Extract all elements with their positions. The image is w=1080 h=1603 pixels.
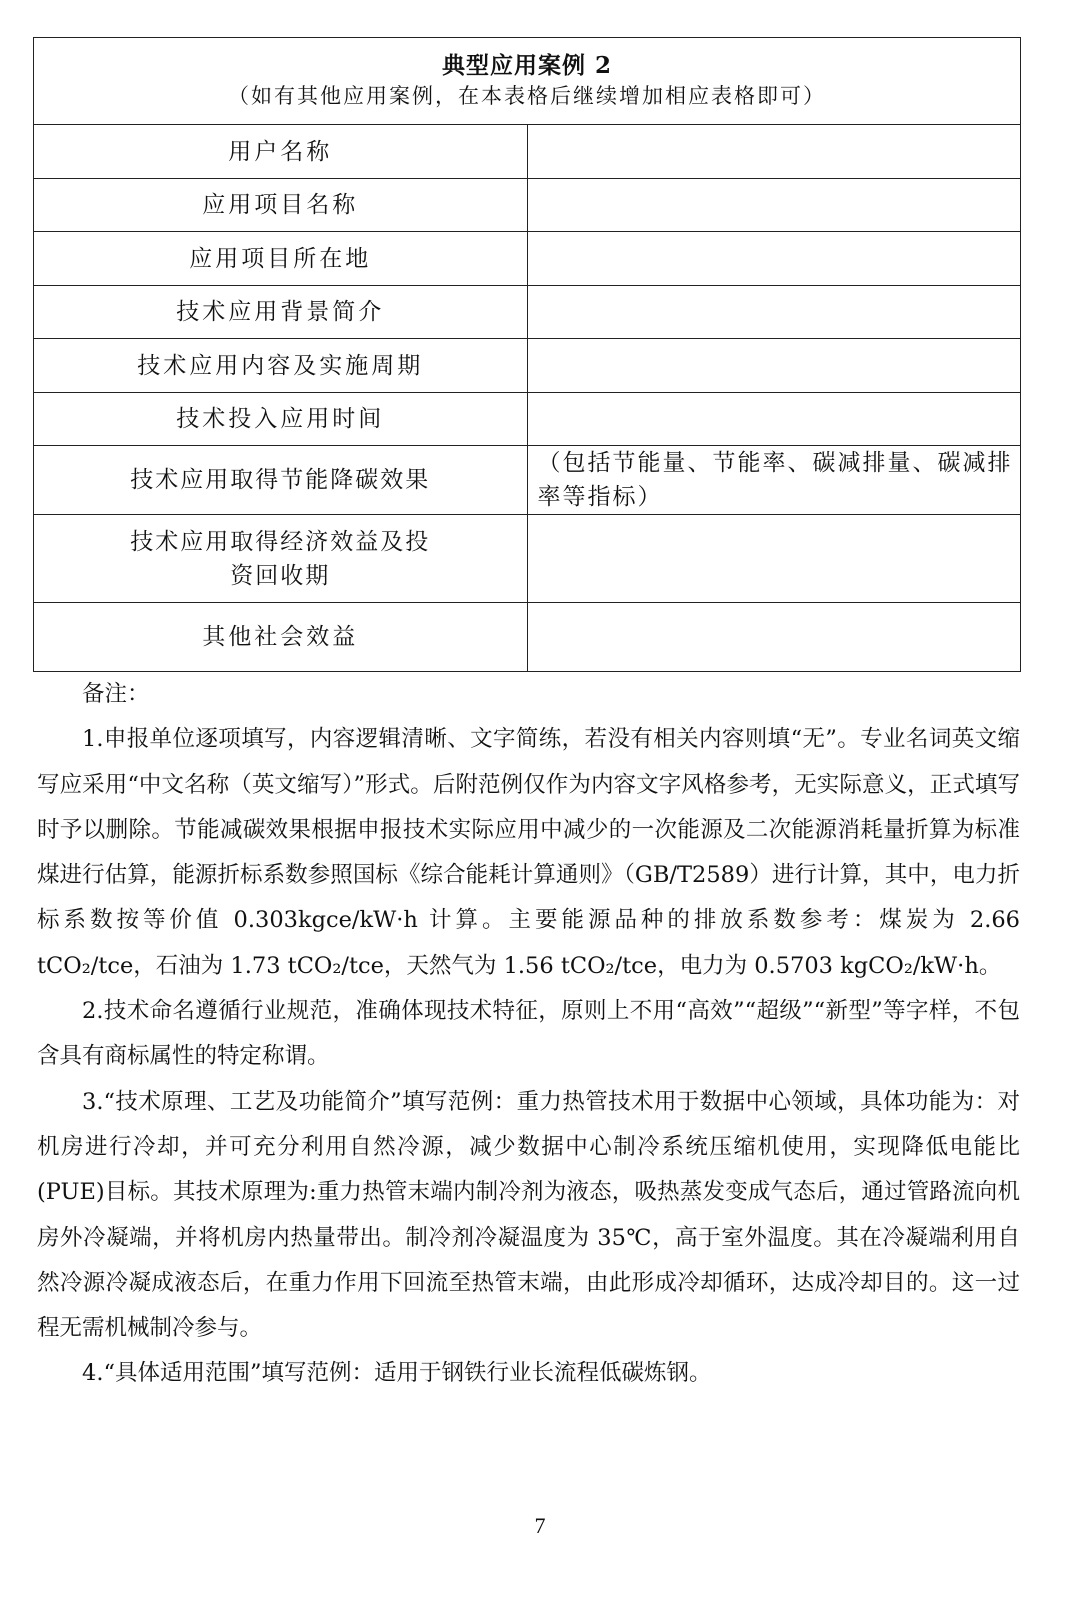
table-row — [34, 179, 1021, 232]
note-item-1: 1.申报单位逐项填写，内容逻辑清晰、文字简练，若没有相关内容则填“无”。专业名词英文缩写应采用“中文名称（英文缩写）”形式。后附范例仅作为内容文字风格参考，无实际意义，正式填写时予以删除。节能减碳效果根据申报技术实际应用中减少的一次能源及二次能源消耗量折算为标准煤进行估算，能源折标系数参照国标《综合能耗计算通则》（GB/T2589）进行计算，其中，电力折标系数按等价值 0.303kgce/kW·h 计算。主要能源品种的排放系数参考：煤炭为 2.66 tCO₂/tce，石油为 1.73 tCO₂/tce，天然气为 1.56 tCO₂/tce，电力为 0.5703 kgCO₂/kW·h。 — [37, 726, 1020, 979]
table-row — [34, 232, 1021, 286]
table-row — [34, 446, 1021, 515]
application-case-table — [33, 37, 1021, 672]
row-value-content-period[interactable] — [527, 339, 1021, 393]
row-value-user-name[interactable] — [527, 125, 1021, 179]
table-row — [34, 603, 1021, 672]
table-row — [34, 515, 1021, 603]
row-label-content-period: 技术应用内容及实施周期 — [34, 339, 528, 393]
row-label-energy-effect: 技术应用取得节能降碳效果 — [34, 446, 528, 515]
notes-title: 备注： — [82, 681, 150, 707]
table-row — [34, 286, 1021, 339]
row-label-economic-benefit-line1: 技术应用取得经济效益及投 — [130, 528, 431, 555]
row-label-background: 技术应用背景简介 — [34, 286, 528, 339]
row-value-social-benefit[interactable] — [527, 603, 1021, 672]
row-value-project-location[interactable] — [527, 232, 1021, 286]
row-label-application-time: 技术投入应用时间 — [34, 393, 528, 446]
table-row — [34, 125, 1021, 179]
table-row — [34, 393, 1021, 446]
row-label-user-name: 用户名称 — [34, 125, 528, 179]
table-subtitle: （如有其他应用案例，在本表格后继续增加相应表格即可） — [228, 84, 826, 108]
note-item-2: 2.技术命名遵循行业规范，准确体现技术特征，原则上不用“高效”“超级”“新型”等字样，不包含具有商标属性的特定称谓。 — [37, 998, 1020, 1070]
row-label-economic-benefit — [34, 515, 528, 603]
table-row — [34, 339, 1021, 393]
note-item-4: 4.“具体适用范围”填写范例：适用于钢铁行业长流程低碳炼钢。 — [82, 1360, 712, 1387]
row-label-social-benefit: 其他社会效益 — [34, 603, 528, 672]
note-item-3: 3.“技术原理、工艺及功能简介”填写范例：重力热管技术用于数据中心领域，具体功能为：对机房进行冷却，并可充分利用自然冷源，减少数据中心制冷系统压缩机使用，实现降低电能比(PUE)目标。其技术原理为:重力热管末端内制冷剂为液态，吸热蒸发变成气态后，通过管路流向机房外冷凝端，并将机房内热量带出。制冷剂冷凝温度为 35℃，高于室外温度。其在冷凝端利用自然冷源冷凝成液态后，在重力作用下回流至热管末端，由此形成冷却循环，达成冷却目的。这一过程无需机械制冷参与。 — [37, 1088, 1020, 1342]
table-title: 典型应用案例 2 — [441, 52, 612, 79]
page-number: 7 — [534, 1513, 546, 1538]
row-label-project-location: 应用项目所在地 — [34, 232, 528, 286]
table-header-cell — [34, 38, 1021, 125]
row-value-application-time[interactable] — [527, 393, 1021, 446]
row-value-economic-benefit[interactable] — [527, 515, 1021, 603]
notes-section — [37, 672, 1020, 1397]
row-label-project-name: 应用项目名称 — [34, 179, 528, 232]
row-value-energy-effect[interactable]: （包括节能量、节能率、碳减排量、碳减排率等指标） — [527, 446, 1021, 515]
row-value-project-name[interactable] — [527, 179, 1021, 232]
row-label-economic-benefit-line2: 资回收期 — [230, 562, 331, 589]
row-value-background[interactable] — [527, 286, 1021, 339]
